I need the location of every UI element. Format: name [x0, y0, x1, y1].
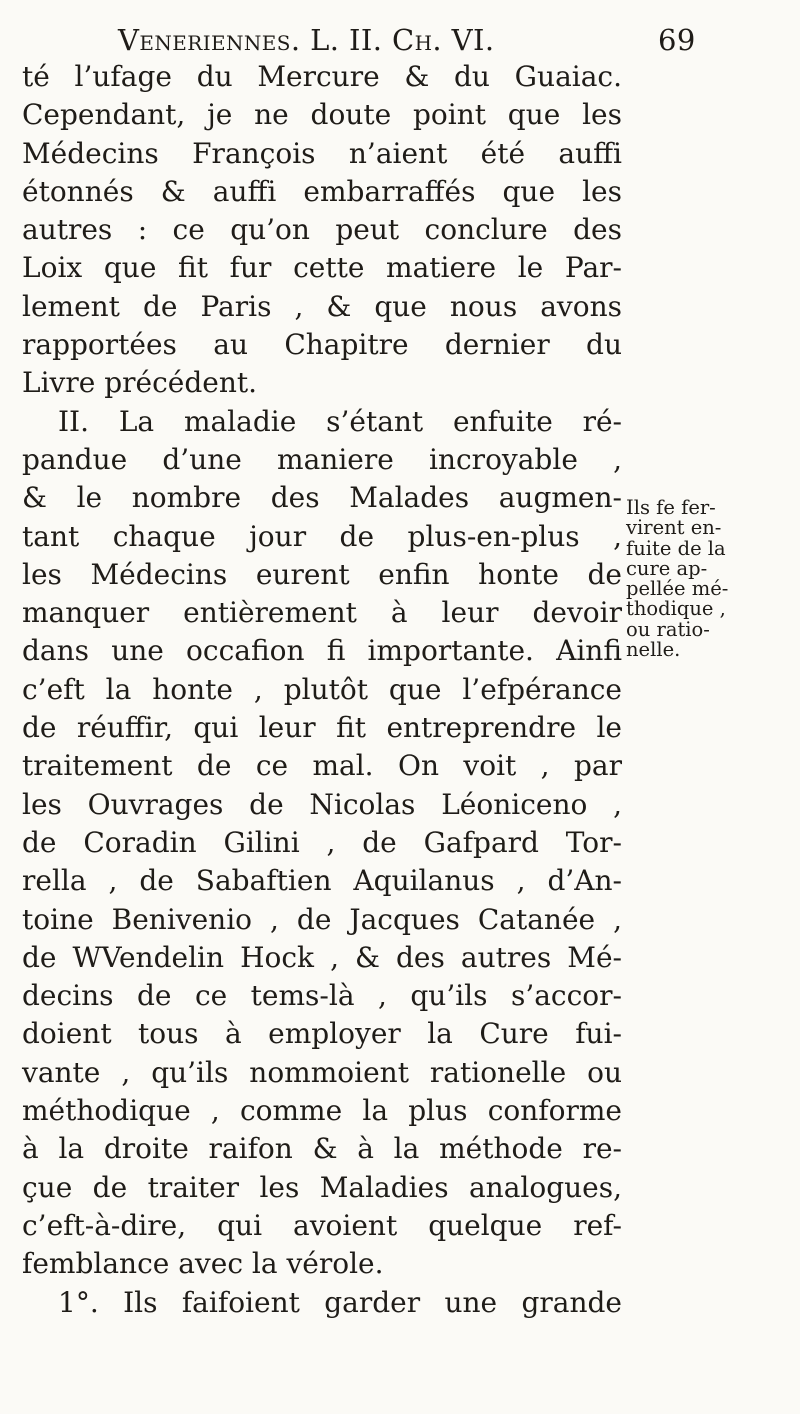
margin-line: cure ap- — [626, 556, 708, 580]
text-line: les Médecins eurent enfin honte de — [22, 557, 622, 591]
text-line: étonnés & auffi embarraffés que les — [22, 174, 622, 208]
text-line: traitement de ce mal. On voit , par — [22, 749, 622, 783]
margin-line: Ils fe fer- — [626, 496, 716, 519]
margin-line: fuite de la — [626, 536, 726, 560]
text-line: c’eft la honte , plutôt que l’efpérance — [22, 672, 622, 706]
text-line: tant chaque jour de plus-en-plus , — [22, 519, 622, 553]
text-line: rapportées au Chapitre dernier du — [22, 328, 622, 362]
text-line: çue de traiter les Maladies analogues, — [22, 1170, 622, 1204]
page-number: 69 — [658, 23, 696, 57]
text-line: & le nombre des Malades augmen- — [22, 481, 622, 515]
text-line: Livre précédent. — [22, 366, 258, 400]
margin-line: thodique , — [626, 597, 726, 621]
main-text — [22, 58, 622, 1322]
text-line: Médecins François n’aient été auffi — [22, 136, 622, 170]
text-line: de réuffir, qui leur fit entreprendre le — [22, 711, 622, 745]
text-line: méthodique , comme la plus conforme — [22, 1094, 622, 1128]
text-line: té l’ufage du Mercure & du Guaiac. — [22, 60, 622, 93]
running-header — [118, 20, 696, 60]
text-line: de WVendelin Hock , & des autres Mé- — [22, 940, 622, 974]
text-line: les Ouvrages de Nicolas Léoniceno , — [22, 787, 622, 821]
text-line: rella , de Sabaftien Aquilanus , d’An- — [22, 864, 622, 898]
text-line: dans une occafion fi importante. Ainfi — [22, 634, 622, 668]
text-line: Loix que fit fur cette matiere le Par- — [22, 251, 622, 285]
text-line: manquer entièrement à leur devoir — [22, 596, 622, 630]
text-line: lement de Paris , & que nous avons — [22, 289, 622, 323]
running-title: Veneriennes. L. II. Ch. VI. — [118, 23, 495, 57]
text-line: femblance avec la vérole. — [22, 1247, 384, 1281]
text-line: autres : ce qu’on peut conclure des — [22, 213, 622, 247]
margin-line: nelle. — [626, 638, 681, 662]
margin-line: virent en- — [626, 516, 722, 540]
marginal-note — [626, 498, 792, 660]
text-line: doient tous à employer la Cure fui- — [22, 1017, 622, 1051]
text-line: de Coradin Gilini , de Gafpard Tor- — [22, 825, 622, 859]
margin-line: ou ratio- — [626, 617, 710, 641]
paragraph-start-line: 1°. Ils faifoient garder une grande — [58, 1285, 622, 1319]
text-line: pandue d’une maniere incroyable , — [22, 442, 622, 476]
text-line: à la droite raifon & à la méthode re- — [22, 1132, 622, 1166]
paragraph-start-line: II. La maladie s’étant enfuite ré- — [58, 404, 622, 438]
text-line: decins de ce tems-là , qu’ils s’accor- — [22, 979, 622, 1013]
text-line: c’eft-à-dire, qui avoient quelque ref- — [22, 1208, 622, 1242]
margin-line: pellée mé- — [626, 577, 729, 601]
text-line: vante , qu’ils nommoient rationelle ou — [22, 1055, 622, 1089]
text-line: Cependant, je ne doute point que les — [22, 98, 622, 132]
text-line: toine Benivenio , de Jacques Catanée , — [22, 902, 622, 936]
